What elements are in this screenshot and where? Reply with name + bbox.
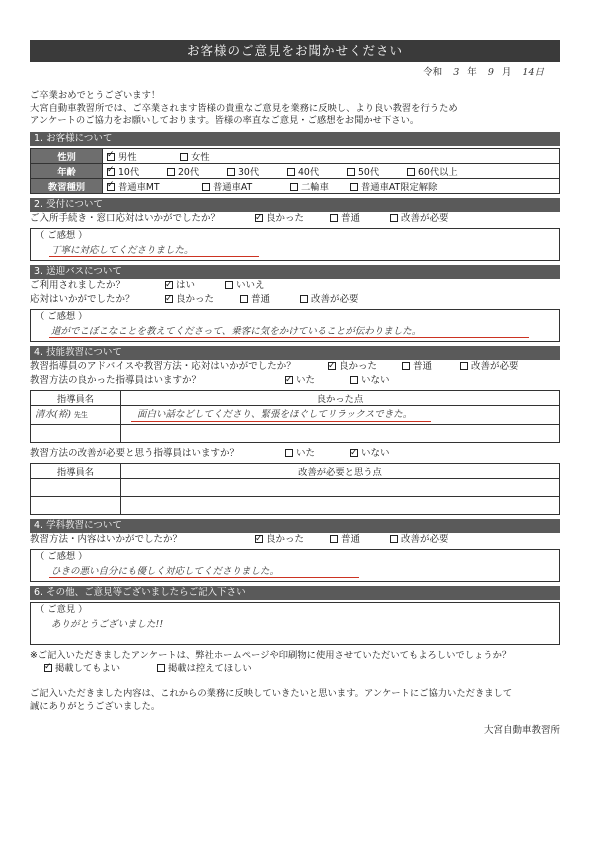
section-header: 2. 受付について [30,198,560,212]
question-text: 教習指導員のアドバイスや教習方法・応対はいかがでしたか？ [30,360,296,372]
comment-label: （ ご意見 ） [35,603,88,615]
comment-label-text: ご意見 [47,603,76,615]
question-row [30,360,560,374]
checkbox-icon[interactable] [330,535,338,543]
date-year-unit: 年 [467,67,477,78]
comment-text: ひきの悪い自分にも優しく対応してくださりました。 [51,565,280,577]
option-label: 女性 [190,151,210,163]
age-options [103,163,560,178]
option-label: 40代 [298,166,320,178]
empty-cell[interactable] [31,478,121,496]
option-label: 改善が必要 [401,533,449,545]
option-label: 改善が必要 [311,293,359,305]
question-text: ご利用されましたか？ [30,279,126,291]
checkbox-icon[interactable] [202,183,210,191]
section-header: 6. その他、ご意見等ございましたらご記入下さい [30,586,560,600]
section-header: 3. 送迎バスについて [30,265,560,279]
checkbox-icon[interactable] [255,214,263,222]
option-label: いない [361,447,390,459]
empty-cell[interactable] [121,478,560,496]
question-row [30,212,560,226]
checkbox-icon[interactable] [107,168,115,176]
checkbox-icon[interactable] [290,183,298,191]
option-label: 二輪車 [301,181,329,193]
option-label: 良かった [339,360,378,372]
checkbox-icon[interactable] [285,449,293,457]
option-label: いない [361,374,390,386]
section-header: 4. 学科教習について [30,519,560,533]
option-label: 改善が必要 [471,360,519,372]
option-label: 30代 [238,166,260,178]
handwritten-comment [31,563,559,581]
checkbox-icon[interactable] [347,168,355,176]
option-label: いた [296,374,316,386]
survey-form [30,40,560,736]
checkbox-icon[interactable] [255,535,263,543]
column-header: 指導員名 [31,463,121,478]
instructor-name: 清水(裕) [35,408,71,420]
checkbox-icon[interactable] [227,168,235,176]
handwritten-comment [31,242,559,260]
gender-options [103,148,560,163]
option-label: 男性 [118,151,137,163]
question-text: 応対はいかがでしたか？ [30,293,135,305]
option-label: 普通 [413,360,433,372]
comment-box[interactable] [30,228,560,261]
checkbox-icon[interactable] [390,535,398,543]
date-era: 令和 [423,67,443,78]
good-point: 面白い話などしてくださり、緊張をほぐしてリラックスできた。 [137,408,413,420]
intro-line: ご卒業おめでとうございます！ [30,90,161,101]
date-day: 14日 [522,67,544,78]
comment-label-text: ご感想 [47,310,76,322]
closing-line: ご記入いただきました内容は、これからの業務に反映していきたいと思います。アンケートにご協力いただきまして [30,687,513,699]
underline [49,256,259,257]
good-instructor-table [30,390,560,443]
comment-label-text: ご感想 [47,550,76,562]
customer-table [30,148,560,194]
option-label: 良かった [176,293,215,305]
instructor-name-cell[interactable] [31,405,121,424]
checkbox-icon[interactable] [350,449,358,457]
checkbox-icon[interactable] [330,214,338,222]
intro-line: 大宮自動車教習所では、ご卒業されます皆様の貴重なご意見を業務に反映し、より良い教習を行うため [30,102,458,114]
comment-label: （ ご感想 ） [35,310,88,322]
bad-instructor-table [30,463,560,515]
question-text: 教習方法の改善が必要と思う指導員はいますか？ [30,447,240,459]
checkbox-icon[interactable] [300,295,308,303]
type-options [103,178,560,193]
comment-label: （ ご感想 ） [35,550,88,562]
underline [131,421,431,422]
intro-line: アンケートのご協力をお願いしております。皆様の率直なご意見・ご感想をお聞かせ下さい。 [30,115,420,126]
date-month: 9 [487,67,494,78]
instructor-suffix: 先生 [73,410,88,419]
column-header: 指導員名 [31,390,121,405]
closing-line: 誠にありがとうございました。 [30,700,161,712]
gender-label: 性別 [31,148,103,163]
date-month-unit: 月 [501,67,512,78]
checkbox-icon[interactable] [287,168,295,176]
option-label: いいえ [236,279,265,291]
checkbox-icon[interactable] [285,376,293,384]
comment-label: （ ご感想 ） [35,229,88,241]
good-point-cell[interactable] [121,405,560,424]
checkbox-icon[interactable] [350,376,358,384]
checkbox-icon[interactable] [460,362,468,370]
checkbox-icon[interactable] [107,153,115,161]
comment-text: ありがとうございました!! [51,618,164,630]
company-name: 大宮自動車教習所 [483,724,560,736]
checkbox-icon[interactable] [240,295,248,303]
option-label: 掲載してもよい [55,662,121,674]
type-label: 教習種別 [31,178,103,193]
option-label: 普通車MT [118,181,160,193]
section-header: 4. 技能教習について [30,346,560,360]
checkbox-icon[interactable] [165,295,173,303]
checkbox-icon[interactable] [407,168,415,176]
question-text: 教習方法・内容はいかがでしたか？ [30,533,183,545]
option-label: 良かった [266,533,305,545]
date-year: 3 [453,67,460,78]
checkbox-icon[interactable] [390,214,398,222]
comment-box[interactable] [30,602,560,645]
column-header: 改善が必要と思う点 [121,463,560,478]
empty-cell[interactable] [31,496,121,514]
option-label: 普通 [341,212,361,224]
comment-spacer [31,634,559,644]
intro-text [30,90,560,128]
option-label: 普通 [251,293,271,305]
checkbox-icon[interactable] [157,664,165,672]
option-label: 良かった [266,212,305,224]
comment-text: 丁寧に対応してくださりました。 [51,244,194,256]
checkbox-icon[interactable] [350,183,358,191]
form-title: お客様のご意見をお聞かせください [30,40,560,62]
option-label: 10代 [118,166,140,178]
underline [49,577,359,578]
age-label: 年齢 [31,163,103,178]
section-header: 1. お客様について [30,132,560,146]
option-label: 普通車AT限定解除 [361,181,438,193]
option-label: いた [296,447,316,459]
question-row [30,533,560,547]
checkbox-icon[interactable] [328,362,336,370]
checkbox-icon[interactable] [44,664,52,672]
comment-box[interactable] [30,309,560,342]
empty-cell[interactable] [121,424,560,442]
comment-box[interactable] [30,549,560,582]
underline [49,337,529,338]
publish-consent [30,649,560,675]
question-text: ご入所手続き・窓口応対はいかがでしたか？ [30,212,221,224]
handwritten-comment [31,323,559,341]
checkbox-icon[interactable] [107,183,115,191]
comment-text: 道がでこぼこなことを教えてくださって、乗客に気をかけていることが伝わりました。 [51,325,422,337]
checkbox-icon[interactable] [165,281,173,289]
option-label: 50代 [358,166,380,178]
date-line [30,66,560,80]
option-label: 普通車AT [213,181,253,193]
question-row [30,374,560,388]
comment-label-text: ご感想 [47,229,76,241]
checkbox-icon[interactable] [167,168,175,176]
checkbox-icon[interactable] [225,281,233,289]
publish-note: ※ご記入いただきましたアンケートは、弊社ホームページや印刷物に使用させていただいてもよろしいでしょうか？ [30,649,512,661]
question-row [30,279,560,293]
question-row [30,293,560,307]
checkbox-icon[interactable] [180,153,188,161]
checkbox-icon[interactable] [402,362,410,370]
option-label: 60代以上 [418,166,458,178]
question-text: 教習方法の良かった指導員はいますか？ [30,374,202,386]
question-row [30,447,560,461]
closing-text [30,687,560,736]
handwritten-comment [31,616,559,634]
option-label: 20代 [178,166,200,178]
option-label: 掲載は控えてほしい [167,662,252,674]
option-label: はい [176,279,196,291]
empty-cell[interactable] [121,496,560,514]
empty-cell[interactable] [31,424,121,442]
column-header: 良かった点 [121,390,560,405]
option-label: 改善が必要 [401,212,449,224]
option-label: 普通 [341,533,361,545]
